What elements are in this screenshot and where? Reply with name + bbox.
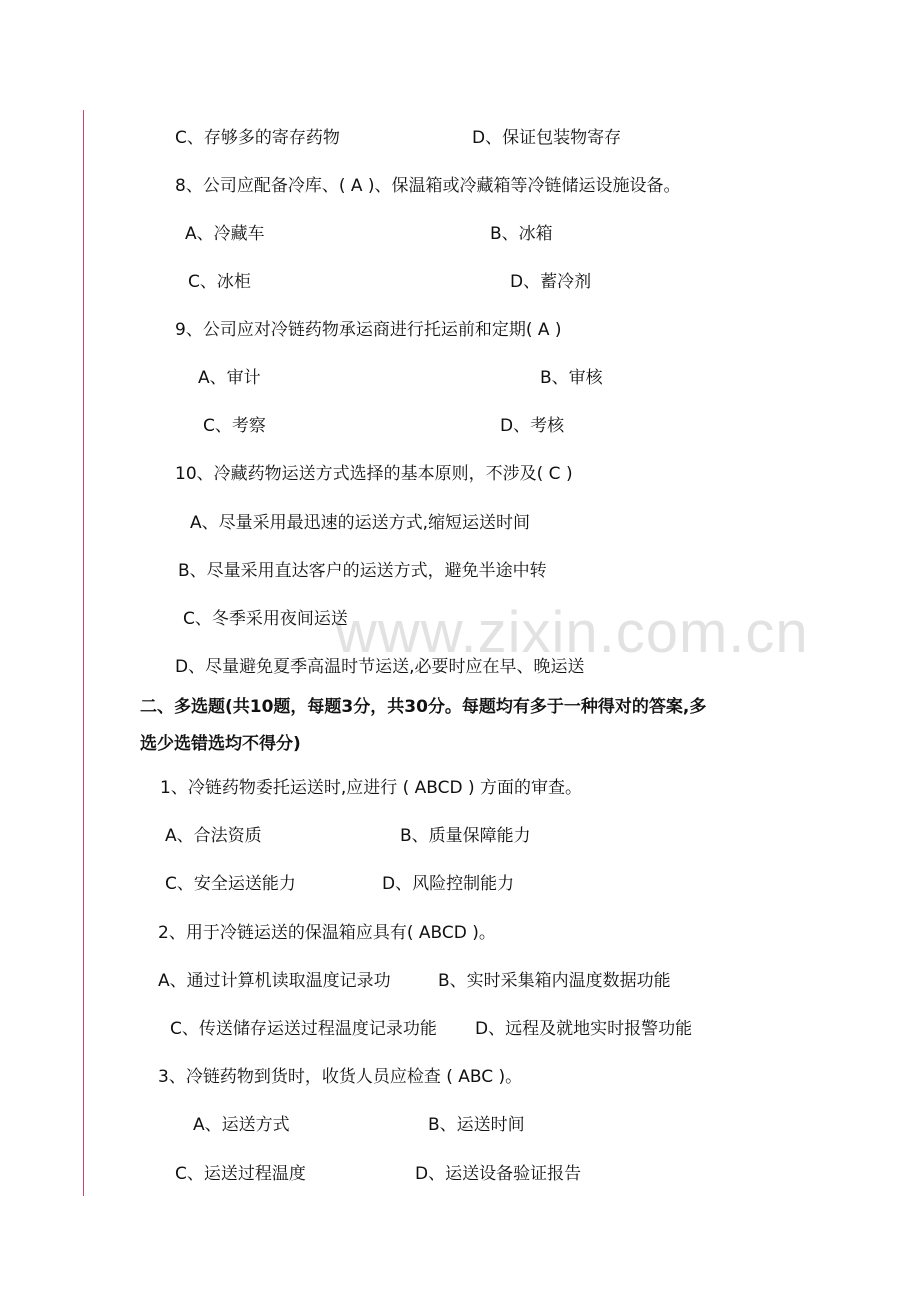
multi-question-2-stem: 2、用于冷链运送的保温箱应具有( ABCD )。 — [158, 923, 496, 943]
multi-question-3-option-a: A、运送方式 — [193, 1115, 290, 1135]
multi-question-1-option-b: B、质量保障能力 — [400, 826, 531, 846]
question-10-option-c: C、冬季采用夜间运送 — [183, 609, 348, 629]
multi-question-2-option-a: A、通过计算机读取温度记录功 — [158, 971, 391, 991]
question-10-option-d: D、尽量避免夏季高温时节运送,必要时应在早、晚运送 — [175, 657, 585, 677]
question-8-stem: 8、公司应配备冷库、( A )、保温箱或冷藏箱等冷链储运设施设备。 — [175, 176, 681, 196]
watermark: www.zixin.com.cn — [335, 600, 809, 665]
multi-question-3-option-b: B、运送时间 — [428, 1115, 525, 1135]
multi-question-1-option-d: D、风险控制能力 — [382, 874, 515, 894]
question-8-option-b: B、冰箱 — [490, 224, 553, 244]
question-8-option-d: D、蓄冷剂 — [510, 272, 592, 292]
question-9-option-b: B、审核 — [540, 368, 603, 388]
multi-question-3-option-d: D、运送设备验证报告 — [415, 1164, 582, 1184]
question-10-stem: 10、冷藏药物运送方式选择的基本原则，不涉及( C ) — [175, 464, 573, 484]
multi-question-1-option-a: A、合法资质 — [165, 826, 262, 846]
section-heading-line-1: 二、多选题(共10题，每题3分，共30分。每题均有多于一种得对的答案,多 — [140, 697, 707, 717]
multi-question-2-option-d: D、远程及就地实时报警功能 — [475, 1019, 693, 1039]
multi-question-2-option-c: C、传送储存运送过程温度记录功能 — [170, 1019, 437, 1039]
margin-rule — [83, 110, 84, 1196]
section-heading-line-2: 选少选错选均不得分) — [140, 734, 301, 754]
question-10-option-a: A、尽量采用最迅速的运送方式,缩短运送时间 — [190, 513, 531, 533]
multi-question-2-option-b: B、实时采集箱内温度数据功能 — [438, 971, 671, 991]
question-7-option-d: D、保证包装物寄存 — [472, 128, 622, 148]
question-9-option-d: D、考核 — [500, 416, 565, 436]
multi-question-1-stem: 1、冷链药物委托运送时,应进行 ( ABCD ) 方面的审查。 — [160, 778, 583, 798]
question-9-option-a: A、审计 — [198, 368, 261, 388]
question-8-option-a: A、冷藏车 — [185, 224, 265, 244]
multi-question-1-option-c: C、安全运送能力 — [165, 874, 296, 894]
question-9-stem: 9、公司应对冷链药物承运商进行托运前和定期( A ) — [175, 320, 562, 340]
question-9-option-c: C、考察 — [203, 416, 266, 436]
multi-question-3-stem: 3、冷链药物到货时，收货人员应检查 ( ABC )。 — [158, 1067, 523, 1087]
multi-question-3-option-c: C、运送过程温度 — [175, 1164, 306, 1184]
question-7-option-c: C、存够多的寄存药物 — [175, 128, 340, 148]
question-10-option-b: B、尽量采用直达客户的运送方式，避免半途中转 — [178, 561, 547, 581]
question-8-option-c: C、冰柜 — [188, 272, 251, 292]
